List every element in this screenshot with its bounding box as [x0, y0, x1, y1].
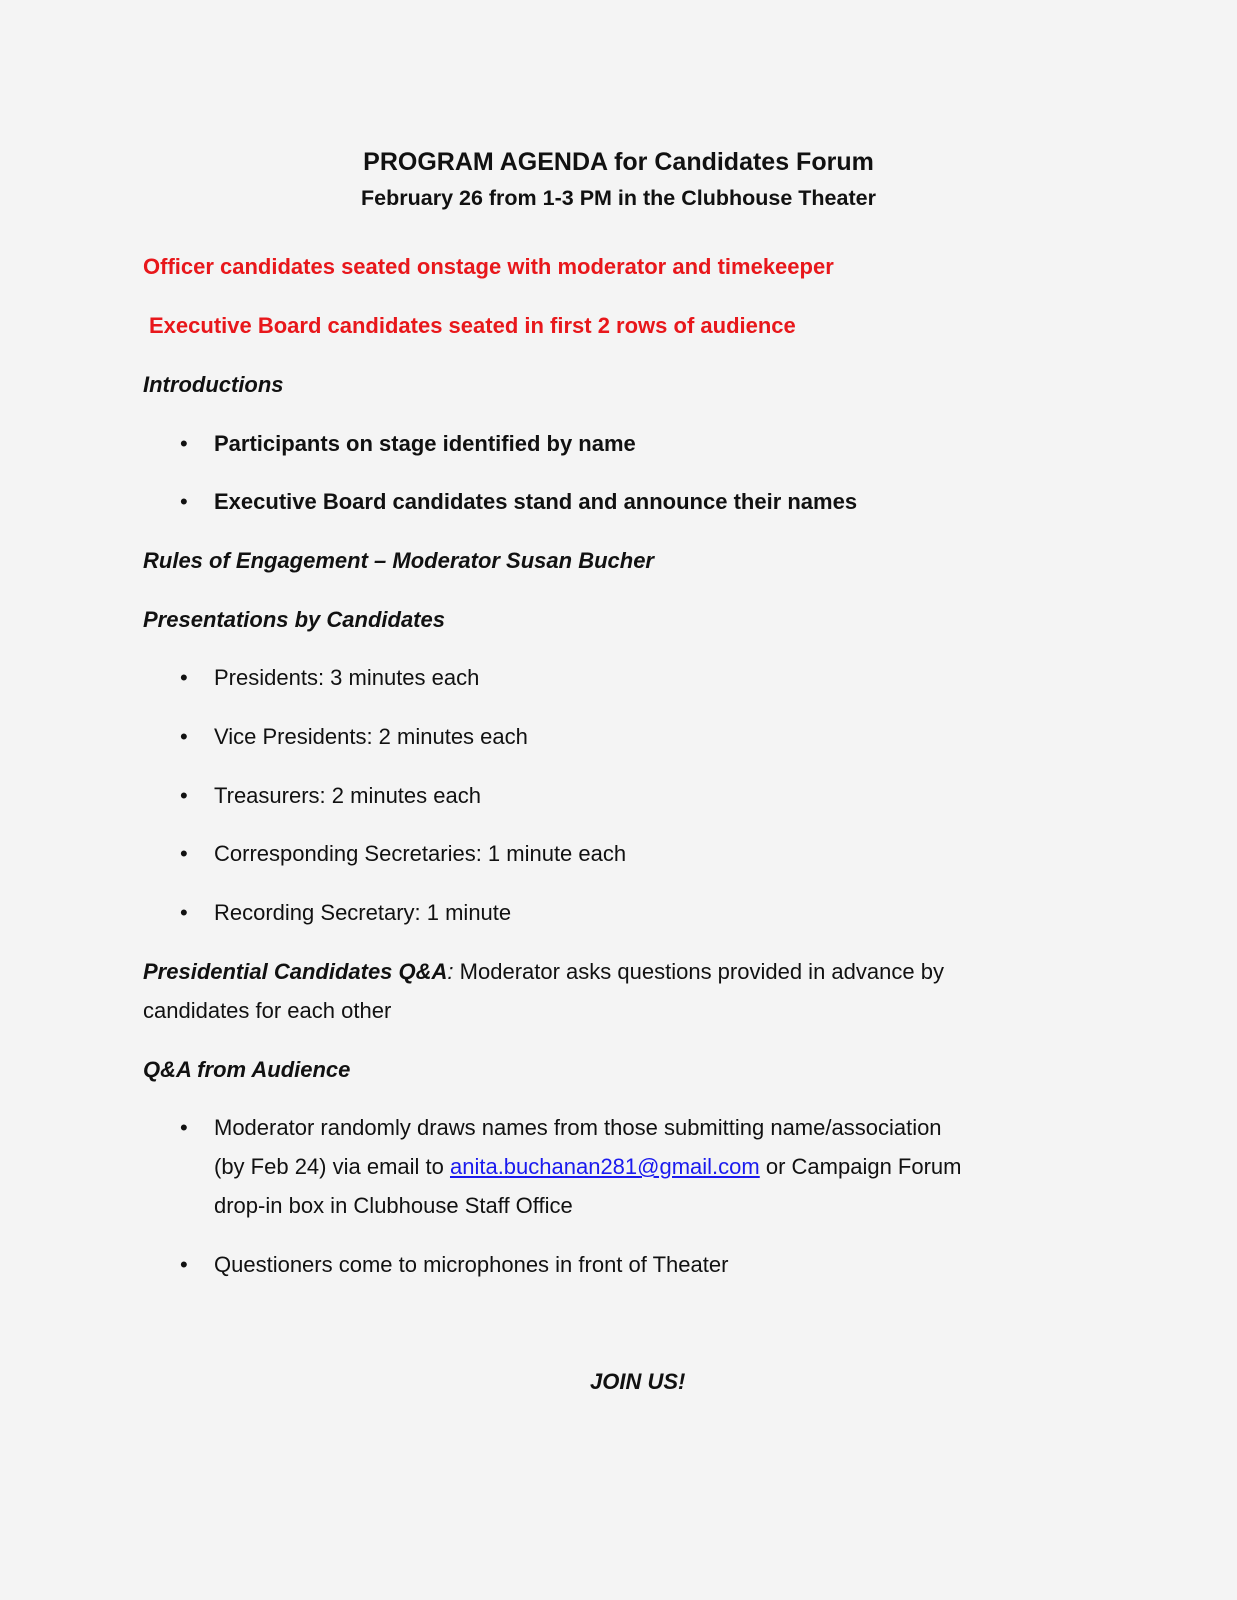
- list-item: Corresponding Secretaries: 1 minute each: [214, 841, 627, 866]
- list-item: Recording Secretary: 1 minute: [214, 900, 512, 925]
- page-subtitle: February 26 from 1-3 PM in the Clubhouse Theater: [361, 186, 876, 210]
- list-item: Presidents: 3 minutes each: [214, 665, 480, 690]
- list-item: Participants on stage identified by name: [214, 431, 636, 456]
- list-item: Treasurers: 2 minutes each: [214, 783, 481, 808]
- heading-rules: Rules of Engagement – Moderator Susan Bucher: [143, 548, 654, 573]
- note-officer: Officer candidates seated onstage with moderator and timekeeper: [143, 254, 834, 279]
- heading-presentations: Presentations by Candidates: [143, 607, 445, 632]
- colon: :: [447, 959, 454, 984]
- list-item: Vice Presidents: 2 minutes each: [214, 724, 528, 749]
- heading-audience-qa: Q&A from Audience: [143, 1057, 351, 1082]
- note-executive: Executive Board candidates seated in first 2 rows of audience: [149, 313, 796, 338]
- bullet: •: [180, 489, 188, 514]
- email-link[interactable]: anita.buchanan281@gmail.com: [449, 1154, 760, 1179]
- list-item: Questioners come to microphones in front of Theater: [214, 1252, 729, 1277]
- closing-text: JOIN US!: [590, 1369, 686, 1394]
- list-item-line: drop-in box in Clubhouse Staff Office: [214, 1193, 573, 1218]
- presidential-qa-text-cont: candidates for each other: [143, 998, 392, 1023]
- text: or Campaign Forum: [759, 1154, 962, 1179]
- list-item-line: [214, 1147, 962, 1186]
- heading-introductions: Introductions: [143, 372, 284, 397]
- bullet: •: [180, 783, 188, 808]
- presidential-qa-text: Moderator asks questions provided in advance by: [453, 959, 944, 984]
- list-item: Executive Board candidates stand and announce their names: [214, 489, 858, 514]
- bullet: •: [180, 665, 188, 690]
- text: (by Feb 24) via email to: [214, 1154, 450, 1179]
- presidential-qa: [143, 952, 944, 991]
- heading-presidential-qa: Presidential Candidates Q&A: [143, 959, 448, 984]
- page-title: PROGRAM AGENDA for Candidates Forum: [363, 148, 874, 176]
- bullet: •: [180, 841, 188, 866]
- bullet: •: [180, 900, 188, 925]
- list-item-line: Moderator randomly draws names from those submitting name/association: [214, 1115, 942, 1140]
- bullet: •: [180, 724, 188, 749]
- bullet: •: [180, 1252, 188, 1277]
- bullet: •: [180, 431, 188, 456]
- bullet: •: [180, 1115, 188, 1140]
